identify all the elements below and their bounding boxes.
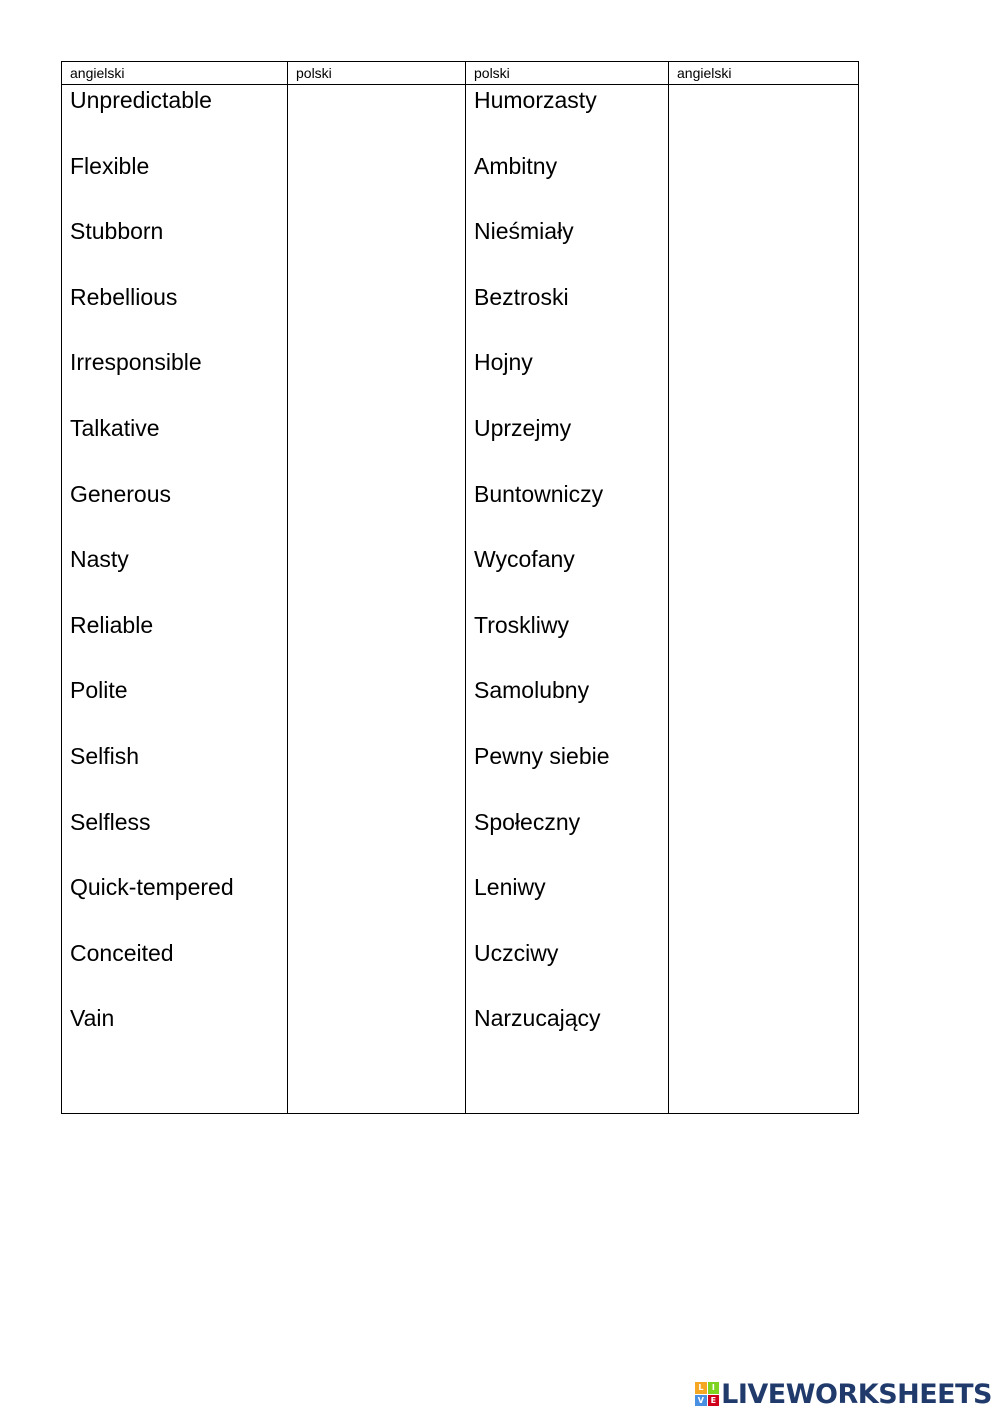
polish-word: Uprzejmy [474,414,572,441]
polish-word: Ambitny [474,152,558,179]
logo-letter: I [708,1382,720,1394]
polish-word: Buntowniczy [474,480,604,507]
logo-letter: L [695,1382,707,1394]
header-row [62,62,859,85]
english-answer-area[interactable] [669,88,858,1113]
english-word: Nasty [70,546,129,573]
english-word: Flexible [70,152,150,179]
english-word: Conceited [70,939,174,966]
english-word: Vain [70,1005,115,1032]
polish-word: Samolubny [474,677,590,704]
header-angielski-2: angielski [669,62,859,85]
english-answer-column[interactable] [669,85,859,1114]
english-word: Polite [70,677,128,704]
polish-word: Leniwy [474,874,546,901]
brand-name: LIVEWORKSHEETS [721,1378,992,1410]
english-word: Selfless [70,808,151,835]
header-angielski-1: angielski [62,62,288,85]
polish-answer-area[interactable] [288,88,465,1113]
polish-word: Wycofany [474,546,575,573]
body-row [62,85,859,1114]
english-word: Rebellious [70,283,178,310]
polish-word: Społeczny [474,808,581,835]
polish-word: Hojny [474,349,533,376]
liveworksheets-watermark [695,1378,992,1410]
polish-word: Humorzasty [474,87,597,113]
english-word: Unpredictable [70,87,212,113]
polish-word: Uczciwy [474,939,559,966]
english-word: Reliable [70,611,154,638]
polish-words-column [466,85,669,1114]
logo-letter: V [695,1395,707,1407]
header-polski-1: polski [288,62,466,85]
english-words-column [62,85,288,1114]
logo-letter: E [708,1395,720,1407]
polish-word: Troskliwy [474,611,569,638]
english-word: Talkative [70,414,160,441]
english-word: Quick-tempered [70,874,234,901]
english-word: Stubborn [70,218,164,245]
polish-answer-column[interactable] [288,85,466,1114]
english-word: Generous [70,480,172,507]
polish-word: Nieśmiały [474,218,574,245]
english-word: Selfish [70,742,140,769]
polish-word: Beztroski [474,283,569,310]
vocabulary-table [61,61,859,1114]
liveworksheets-logo-icon [695,1382,719,1406]
polish-word: Narzucający [474,1005,601,1032]
english-word: Irresponsible [70,349,202,376]
header-polski-2: polski [466,62,669,85]
polish-word: Pewny siebie [474,742,610,769]
